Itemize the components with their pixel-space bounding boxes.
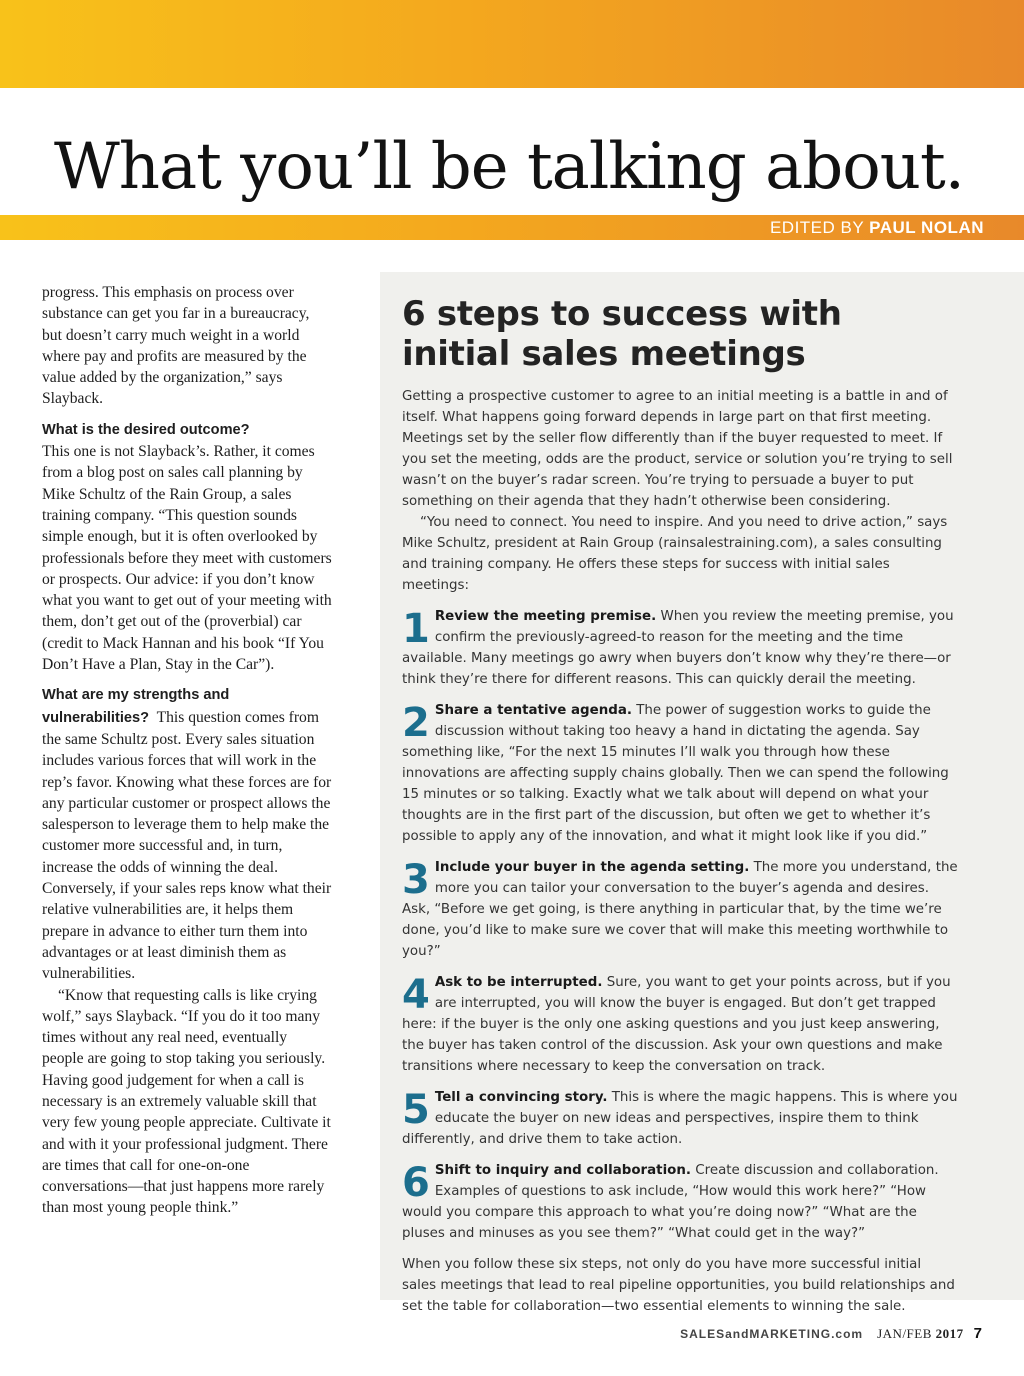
step-text: This is where the magic happens. This is where you educate the buyer on new ideas and perspectives, inspire them to think differently, and drive them to take action. bbox=[402, 1090, 958, 1147]
step-text: The more you understand, the more you can tailor your conversation to the buyer’s agenda and desires. Ask, “Before we get going, is there anything in particular that, by the time we’re done, you’d like to make sure we cover that will make this meeting worthwhile to you?” bbox=[402, 860, 958, 959]
page-headline: What you’ll be talking about. bbox=[54, 130, 964, 204]
paragraph: This one is not Slayback’s. Rather, it comes from a blog post on sales call planning by Mike Schultz of the Rain Group, a sales training company. “This question sounds simple enough, but it is often overlooked by professionals before they meet with customers or prospects. Our advice: if you don’t know what you want to get out of your meeting with them, don’t get out of the (proverbial) car (credit to Mack Hannan and his book “If You Don’t Have a Plan, Stay in the Car”). bbox=[42, 443, 332, 674]
step-item bbox=[402, 700, 958, 847]
sidebar-title: 6 steps to success with initial sales meetings bbox=[402, 294, 842, 374]
step-text: The power of suggestion works to guide the discussion without taking too heavy a hand in dictating the agenda. Say something like, “For the next 15 minutes I’ll walk you through how these innovations are affecting supply chains globally. Then we can spend the following 15 minutes or so talking. Exactly what we talk about will depend on what your thoughts are in the first part of the discussion, but often we get to whether it’s possible to apply any of the innovation, and what it might look like if you did.” bbox=[402, 703, 949, 844]
step-number: 3 bbox=[402, 857, 430, 903]
page-footer bbox=[680, 1326, 982, 1342]
step-item bbox=[402, 606, 958, 690]
step-title: Shift to inquiry and collaboration. bbox=[434, 1163, 691, 1178]
step-item bbox=[402, 1160, 958, 1244]
edited-by-label: EDITED BY bbox=[769, 218, 864, 237]
paragraph: This question comes from the same Schultz post. Every sales situation includes various forces that will work in the rep’s favor. Knowing what these forces are for any particular customer or prospect allows the salesperson to leverage them to help make the customer more successful and, in turn, increase the odds of winning the deal. Conversely, if your sales reps know what their relative vulnerabilities are, it helps them prepare in advance to either turn them into advantages or at least diminish them as vulnerabilities. bbox=[42, 708, 332, 983]
header-color-band bbox=[0, 0, 1024, 88]
step-title: Tell a convincing story. bbox=[434, 1090, 608, 1105]
sidebar-closing: When you follow these six steps, not only do you have more successful initial sales meetings that lead to real pipeline opportunities, you build relationships and set the table for collaboration—two essential elements to winning the sale. bbox=[402, 1257, 955, 1314]
step-text: Create discussion and collaboration. Examples of questions to ask include, “How would this work here?” “How would you compare this approach to what you’re doing now?” “What are the pluses and minuses as you see them?” “What could get in the way?” bbox=[402, 1163, 939, 1241]
sidebar-box bbox=[380, 272, 1024, 1314]
paragraph: progress. This emphasis on process over substance can get you far in a bureaucracy, but doesn’t carry much weight in a world where pay and profits are measured by the value added by the organization,” says Slayback. bbox=[42, 284, 310, 408]
issue-month: JAN/FEB bbox=[877, 1326, 932, 1341]
step-number: 1 bbox=[402, 606, 430, 652]
step-number: 2 bbox=[402, 700, 430, 746]
step-item bbox=[402, 1087, 958, 1150]
question-paragraph bbox=[42, 419, 332, 676]
page-number: 7 bbox=[973, 1325, 982, 1342]
step-title: Review the meeting premise. bbox=[434, 609, 657, 624]
left-column bbox=[42, 282, 332, 1219]
question-heading: What is the desired outcome? bbox=[42, 421, 250, 438]
edited-by-credit bbox=[770, 218, 984, 238]
editor-name: PAUL NOLAN bbox=[869, 218, 984, 237]
step-item bbox=[402, 857, 958, 962]
step-item bbox=[402, 972, 958, 1077]
sidebar-content bbox=[402, 294, 958, 1317]
step-text: Sure, you want to get your points across, but if you are interrupted, you will know the buyer is engaged. But don’t get trapped here: if the buyer is the only one asking questions and you just keep answering, the buyer has taken control of the discussion. Ask your own questions and make transitions where necessary to keep the conversation on track. bbox=[402, 975, 951, 1074]
question-heading: What are my strengths and vulnerabilities? bbox=[42, 687, 230, 726]
step-title: Include your buyer in the agenda setting. bbox=[434, 860, 750, 875]
step-number: 6 bbox=[402, 1160, 430, 1206]
sidebar-intro: Getting a prospective customer to agree to an initial meeting is a battle in and of itself. What happens going forward depends in large part on that first meeting. Meetings set by the seller flow differently than if the buyer requested to meet. If you set the meeting, odds are the product, service or solution you’re trying to sell wasn’t on the buyer’s radar screen. You’re trying to persuade a buyer to put something on their agenda that they hadn’t otherwise been considering. bbox=[402, 389, 953, 509]
sidebar-intro: “You need to connect. You need to inspire. And you need to drive action,” says Mike Schultz, president at Rain Group (rainsalestraining.com), a sales consulting and training company. He offers these steps for success with initial sales meetings: bbox=[402, 515, 948, 593]
step-title: Ask to be interrupted. bbox=[434, 975, 603, 990]
footer-issue bbox=[877, 1326, 964, 1341]
step-number: 5 bbox=[402, 1087, 430, 1133]
issue-year: 2017 bbox=[935, 1326, 964, 1341]
footer-brand: SALESandMARKETING.com bbox=[680, 1327, 864, 1341]
paragraph: “Know that requesting calls is like crying wolf,” says Slayback. “If you do it too many times without any real need, eventually people are going to stop taking you seriously. Having good judgement for when a call is necessary is an extremely valuable skill that very few young people appreciate. Cultivate it and with it your professional judgment. There are times that call for one-on-one conversations—that just happens more rarely than most young people think.” bbox=[42, 986, 331, 1217]
step-number: 4 bbox=[402, 972, 430, 1018]
step-text: When you review the meeting premise, you confirm the previously-agreed-to reason for the meeting and the time available. Many meetings go awry when buyers don’t know why they’re there—or think they’re there for different reasons. This can quickly derail the meeting. bbox=[402, 609, 954, 687]
question-paragraph bbox=[42, 684, 332, 984]
step-title: Share a tentative agenda. bbox=[434, 703, 632, 718]
